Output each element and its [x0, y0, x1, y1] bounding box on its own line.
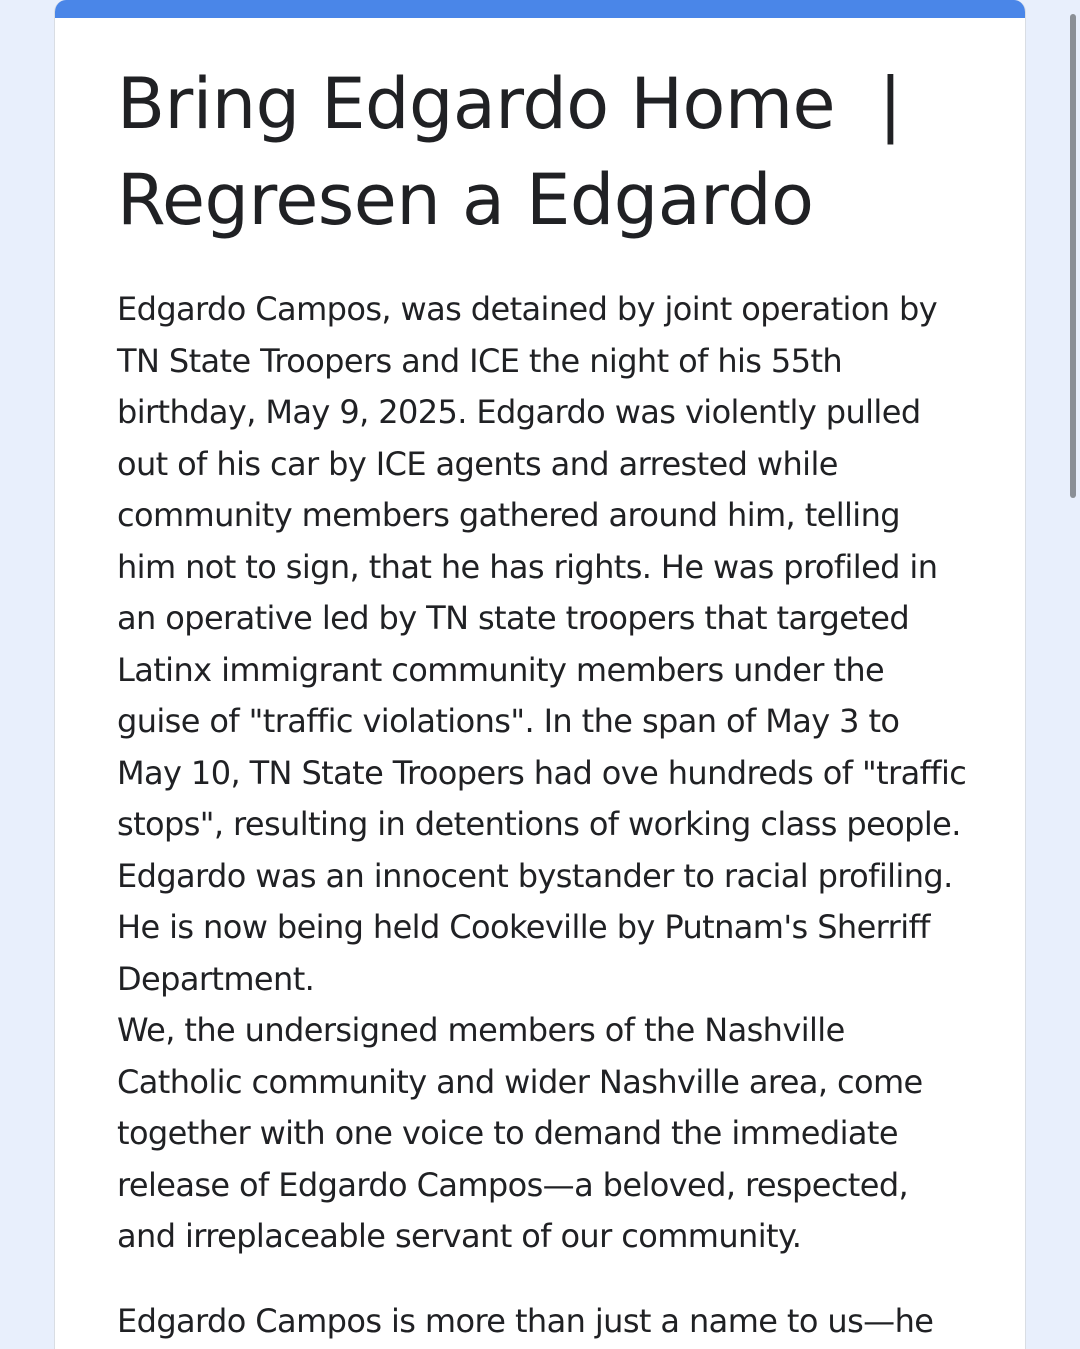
form-title — [117, 56, 967, 248]
description-paragraph-3: Edgardo Campos is more than just a name to us—he — [117, 1301, 934, 1340]
description-paragraph-1: Edgardo Campos, was detained by joint operation by TN State Troopers and ICE the night of his 55th birthday, May 9, 2025. Edgardo was violently pulled out of his car by ICE agents and arrested while community members gathered around him, telling him not to sign, that he has rights. He was profiled in an operative led by TN state troopers that targeted Latinx immigrant community members under the guise of "traffic violations". In the span of May 3 to May 10, TN State Troopers had ove hundreds of "traffic stops", resulting in detentions of working class people. Edgardo was an innocent bystander to racial profiling. He is now being held Cookeville by Putnam's Sherriff Department. — [117, 290, 967, 998]
form-description — [117, 284, 967, 1347]
form-content — [117, 56, 967, 1347]
page-scrollbar[interactable] — [1066, 0, 1080, 1349]
form-title-line2: Regresen a Edgardo — [117, 159, 814, 241]
scrollbar-thumb[interactable] — [1070, 14, 1076, 498]
form-header-card — [54, 0, 1026, 1349]
description-paragraph-2: We, the undersigned members of the Nashville Catholic community and wider Nashville area, come together with one voice to demand the immediate release of Edgardo Campos—a beloved, respected, and irreplaceable servant of our community. — [117, 1011, 923, 1255]
form-accent-bar — [55, 0, 1025, 18]
form-title-line1: Bring Edgardo Home | — [117, 63, 902, 145]
